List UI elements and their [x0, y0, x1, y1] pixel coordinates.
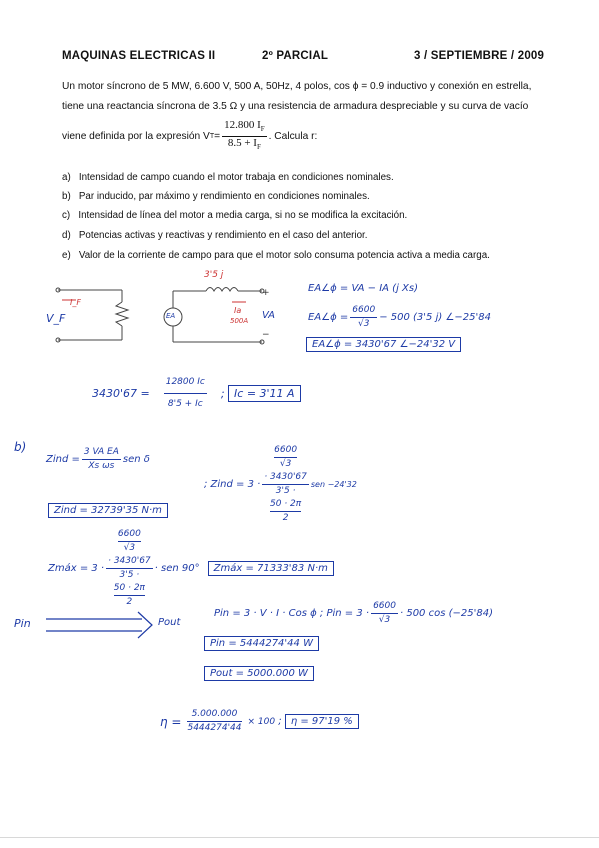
xs-label: 3'5 j: [204, 270, 224, 280]
ia-label: Ia: [234, 306, 242, 315]
question-text: Par inducido, par máximo y rendimiento en condiciones nominales.: [78, 191, 370, 202]
tind2-num1: 6600: [274, 444, 297, 458]
va-label: VA: [262, 310, 276, 321]
tind-den: Xs ωs: [88, 461, 115, 471]
if-den: 8'5 + Ic: [167, 399, 203, 409]
tind2-den-den: 2: [282, 513, 289, 523]
tmax-den1: √3: [123, 543, 136, 553]
voltage-fraction: [350, 304, 377, 331]
tmax-den: 3'5 ·: [119, 570, 140, 580]
tind-fraction: [82, 446, 121, 473]
input-power-formula: [214, 600, 493, 627]
tmax-main-fraction: [106, 528, 153, 609]
numerator-subscript: F: [260, 125, 265, 134]
pin-label: Pin: [14, 617, 31, 630]
eta-fraction: [187, 708, 241, 735]
ea-result-box: EA∠ϕ = 3430'67 ∠−24'32 V: [306, 337, 461, 352]
eta-rest: × 100: [247, 716, 276, 727]
exam-date: 3 / SEPTIEMBRE / 2009: [414, 50, 545, 62]
eta-lhs: η =: [160, 714, 182, 729]
tmax-num1: 6600: [118, 528, 141, 542]
pin-eq: Pin = 3 · V · I · Cos ϕ ; Pin = 3 ·: [214, 608, 370, 619]
fraction-denominator: 8.5 + I: [227, 137, 257, 150]
ea-phasor-equation: EA∠ϕ = VA − IA (j Xs): [308, 283, 418, 294]
pin-num: 6600: [371, 600, 398, 614]
statement-line-3-suffix: . Calcula r:: [268, 130, 318, 142]
question-text: Potencias activas y reactivas y rendimiento en el caso del anterior.: [78, 230, 368, 241]
question-letter: a): [62, 172, 71, 183]
power-flow-arrow-icon: [46, 612, 152, 638]
ea-lhs: EA∠ϕ =: [308, 312, 349, 323]
course-title: MAQUINAS ELECTRICAS II: [62, 50, 216, 62]
induced-torque-substitution: [204, 444, 357, 525]
pin-fraction: [371, 600, 398, 627]
tind2-main-fraction: [262, 444, 309, 525]
tind2-den: 3'5 ·: [275, 486, 296, 496]
fraction-numerator: 12.800 I: [224, 119, 261, 131]
tmax-lhs: Zmáx = 3 ·: [48, 563, 105, 574]
exam-title: 2º PARCIAL: [262, 50, 329, 62]
induced-torque-formula: [46, 446, 150, 473]
if-lhs: 3430'67 =: [92, 387, 150, 400]
if-fraction: [164, 376, 207, 411]
vf-label: V_F: [46, 312, 66, 325]
if-num: 12800 Ic: [164, 376, 207, 394]
output-power-result-box: Pout = 5000.000 W: [204, 666, 314, 681]
question-letter: e): [62, 250, 71, 261]
question-letter: b): [62, 191, 71, 202]
tmax-mid: · 3430'67: [108, 556, 151, 566]
pout-label: Pout: [158, 617, 181, 628]
equals-sign: =: [214, 130, 221, 142]
statement-line-2: tiene una reactancia síncrona de 3.5 Ω y una resistencia de armadura despreciable y su curva de vacío: [62, 101, 529, 112]
induced-torque-result-box: Zind = 32739'35 N·m: [48, 503, 168, 518]
field-current-equation: 3430'67 = $\frac{12800 Ic}{8'5 + Ic}$ ; Ic = 3'11 A: [92, 376, 301, 411]
max-torque-result-box: Zmáx = 71333'83 N·m: [208, 561, 334, 576]
if-label: I_F: [70, 298, 81, 307]
question-text: Intensidad de campo cuando el motor trabaja en condiciones nominales.: [78, 172, 394, 183]
field-resistor-icon: [116, 302, 128, 326]
ea-label: EA: [166, 312, 176, 320]
tind-lhs: Zind =: [46, 454, 80, 465]
input-power-result-box: Pin = 5444274'44 W: [204, 636, 319, 651]
question-letter: c): [62, 210, 71, 221]
plus-sign: +: [262, 288, 270, 298]
ea-phasor-substitution: [308, 304, 491, 331]
efficiency-formula: η = $\frac{5.000.000}{5444274'44}$ × 100 ; η = 97'19 %: [160, 708, 359, 735]
eta-num: 5.000.000: [187, 708, 241, 722]
synchronous-reactance-icon: [206, 288, 238, 292]
max-torque-formula: [48, 528, 334, 609]
pin-rest: · 500 cos (−25'84): [399, 608, 493, 619]
efficiency-result-box: η = 97'19 %: [285, 714, 359, 729]
tind-sen: sen δ: [122, 454, 150, 465]
ia-value: 500A: [230, 317, 249, 325]
page-bottom-line: [0, 837, 599, 838]
tind2-den-num: 50 · 2π: [270, 498, 301, 512]
part-b-label: b): [14, 440, 27, 454]
vt-subscript: T: [209, 133, 215, 141]
question-text: Valor de la corriente de campo para que el motor solo consuma potencia activa a media carga.: [78, 250, 490, 261]
tind2-mid: · 3430'67: [264, 472, 307, 482]
statement-line-1: Un motor síncrono de 5 MW, 6.600 V, 500 A, 50Hz, 4 polos, cos ϕ = 0.9 inductivo y conexión en estrella,: [62, 81, 532, 92]
denominator-subscript: F: [256, 143, 261, 152]
eta-den: 5444274'44: [187, 723, 242, 733]
pin-den: √3: [378, 615, 391, 625]
tmax-den-den: 2: [126, 597, 133, 607]
question-letter: d): [62, 230, 71, 241]
statement-line-3-prefix: viene definida por la expresión V: [62, 130, 210, 142]
voltage-num: 6600: [350, 304, 377, 318]
ea-rest: − 500 (3'5 j) ∠−25'84: [379, 312, 491, 323]
minus-sign: −: [262, 330, 270, 340]
tmax-den-num: 50 · 2π: [114, 582, 145, 596]
tind-num: 3 VA EA: [82, 446, 121, 460]
tind2-den1: √3: [279, 459, 292, 469]
tind2-sen: sen −24'32: [310, 480, 357, 489]
tind2-lhs: ; Zind = 3 ·: [204, 479, 261, 490]
tmax-sen: · sen 90°: [154, 563, 200, 574]
voltage-den: √3: [358, 319, 370, 329]
question-text: Intensidad de línea del motor a media carga, si no se modifica la excitación.: [78, 210, 408, 221]
if-result-box: Ic = 3'11 A: [228, 385, 301, 402]
